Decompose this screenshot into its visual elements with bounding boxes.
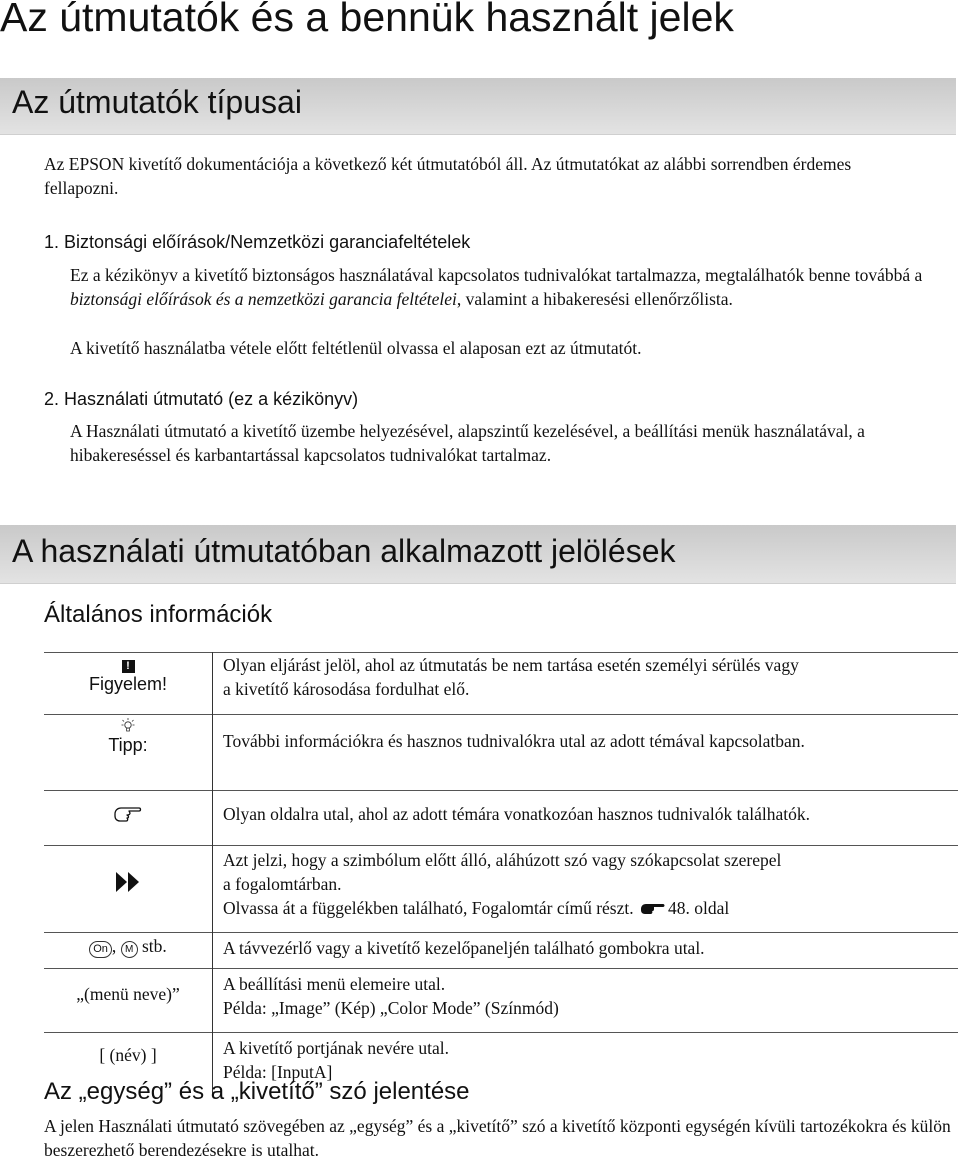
table-row	[44, 791, 958, 846]
description-cell	[213, 653, 959, 715]
description-line: Példa: [InputA]	[223, 1062, 333, 1082]
description-line: Példa: „Image” (Kép) „Color Mode” (Színmód)	[223, 998, 559, 1018]
page-title: Az útmutatók és a bennük használt jelek	[0, 0, 734, 40]
symbol-cell	[44, 933, 213, 969]
on-button-icon: On	[89, 941, 112, 958]
symbol-label: Tipp:	[108, 735, 148, 755]
symbol-label: „(menü neve)”	[76, 984, 180, 1004]
warning-icon: !	[122, 660, 135, 673]
description-cell	[213, 846, 959, 933]
intro-paragraph: Az EPSON kivetítő dokumentációja a következő két útmutatóból áll. Az útmutatókat az alábbi sorrendben érdemes fellapozni.	[44, 154, 852, 198]
table-row	[44, 846, 958, 933]
description-line: További információkra és hasznos tudnivalókra utal az adott témával kapcsolatban.	[223, 731, 805, 751]
item1-text-b: , valamint a hibakeresési ellenőrzőlista.	[456, 289, 733, 309]
symbol-label: [ (név) ]	[99, 1045, 157, 1065]
table-row	[44, 969, 958, 1033]
description-line: Olyan eljárást jelöl, ahol az útmutatás be nem tartása esetén személyi sérülés vagy	[223, 655, 799, 675]
symbol-cell	[44, 791, 213, 846]
item2-text: A Használati útmutató a kivetítő üzembe helyezésével, alapszintű kezelésével, a beállítási menük használatával, a hibakereséssel és karbantartással kapcsolatos tudnivalókat tartalmaz.	[70, 421, 865, 465]
meaning-paragraph: A jelen Használati útmutató szövegében az „egység” és a „kivetítő” szó a kivetítő központi egységén kívüli tartozékokra és külön beszerezhető berendezésekre is utalhat.	[44, 1116, 951, 1160]
pointing-hand-icon	[112, 800, 144, 824]
meaning-heading: Az „egység” és a „kivetítő” szó jelentése	[44, 1078, 470, 1105]
item1-note: A kivetítő használatba vétele előtt feltétlenül olvassa el alaposan ezt az útmutatót.	[70, 338, 642, 358]
separator: ,	[111, 936, 117, 956]
table-row	[44, 715, 958, 791]
lightbulb-icon	[121, 717, 135, 735]
section-heading: Az útmutatók típusai	[12, 84, 302, 120]
section-heading: A használati útmutatóban alkalmazott jelölések	[12, 533, 676, 569]
table-row	[44, 933, 958, 969]
general-info-heading: Általános információk	[44, 601, 273, 628]
symbol-label: stb.	[142, 936, 167, 956]
description-line: Azt jelzi, hogy a szimbólum előtt álló, aláhúzott szó vagy szókapcsolat szerepel	[223, 850, 782, 870]
symbol-cell	[44, 969, 213, 1033]
section-header-conventions	[0, 525, 956, 584]
description-line: A távvezérlő vagy a kivetítő kezelőpaneljén található gombokra utal.	[223, 938, 705, 958]
item1-title: Biztonsági előírások/Nemzetközi garanciafeltételek	[64, 232, 471, 252]
item2-number: 2.	[44, 389, 60, 409]
conventions-table	[44, 652, 958, 1096]
description-cell	[213, 791, 959, 846]
description-line: a kivetítő károsodása fordulhat elő.	[223, 679, 470, 699]
double-arrow-icon	[114, 871, 142, 893]
description-line: a fogalomtárban.	[223, 874, 342, 894]
pointing-hand-icon	[640, 901, 666, 915]
description-cell	[213, 969, 959, 1033]
item2-title: Használati útmutató (ez a kézikönyv)	[64, 389, 359, 409]
symbol-cell	[44, 715, 213, 791]
description-line: A beállítási menü elemeire utal.	[223, 974, 446, 994]
section-header-guide-types	[0, 78, 956, 135]
item1-heading	[44, 232, 470, 253]
symbol-cell	[44, 846, 213, 933]
description-cell	[213, 715, 959, 791]
description-line: A kivetítő portjának nevére utal.	[223, 1038, 449, 1058]
description-line: Olyan oldalra utal, ahol az adott témára vonatkozóan hasznos tudnivalók találhatók.	[223, 804, 811, 824]
menu-button-icon: M	[121, 941, 138, 958]
symbol-cell	[44, 653, 213, 715]
description-cell	[213, 933, 959, 969]
item1-text-italic: biztonsági előírások és a nemzetközi garancia feltételei	[70, 289, 457, 309]
description-line: Olvassa át a függelékben található, Fogalomtár című részt. 48. oldal	[223, 898, 730, 918]
table-row	[44, 653, 958, 715]
symbol-label: Figyelem!	[88, 674, 168, 694]
item1-text	[70, 263, 958, 311]
item2-heading	[44, 389, 358, 410]
item1-number: 1.	[44, 232, 60, 252]
page-reference: 48. oldal	[668, 898, 730, 918]
item1-text-a: Ez a kézikönyv a kivetítő biztonságos használatával kapcsolatos tudnivalókat tartalmazza, megtalálhatók benne továbbá a	[70, 265, 923, 285]
